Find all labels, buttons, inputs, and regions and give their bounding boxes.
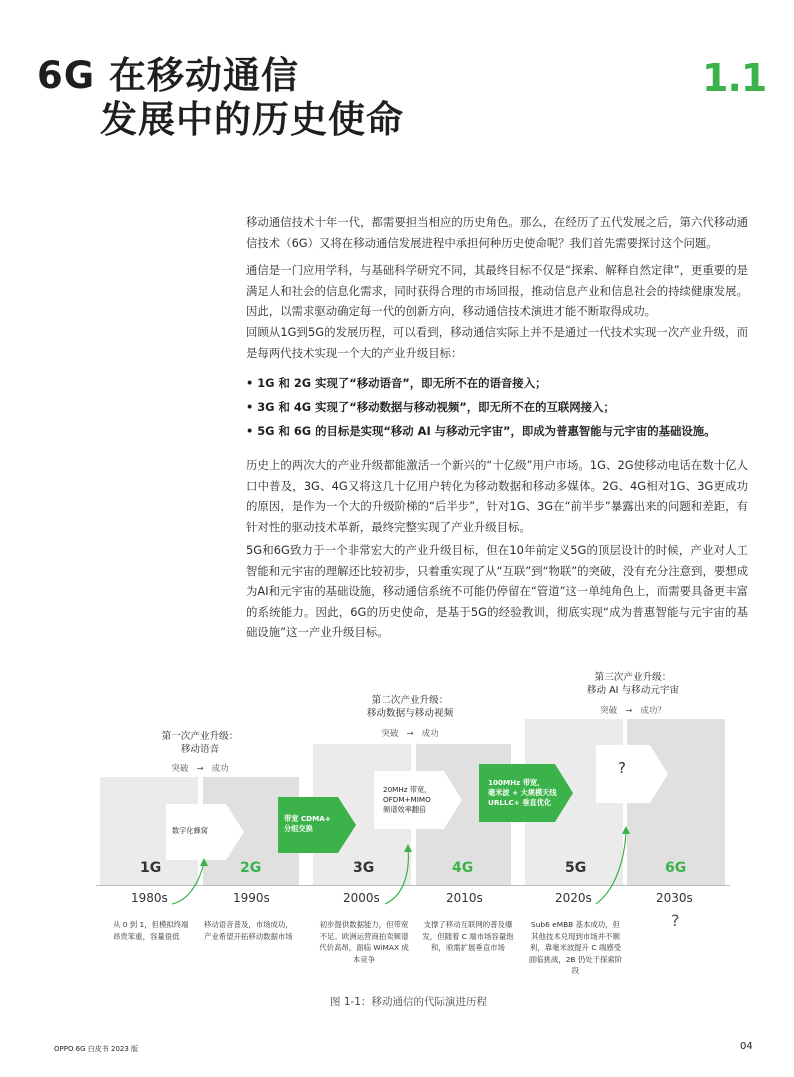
note-4g <box>418 919 518 954</box>
chevron-1-text: 数字化蜂窝 <box>172 826 208 835</box>
stage-1-to: 成功 <box>211 764 229 774</box>
figure-caption: 图 1-1：移动通信的代际演进历程 <box>330 996 487 1008</box>
stage-2-arrow: → <box>406 729 414 739</box>
arrow-head-1 <box>200 858 208 866</box>
curve-arrow-1 <box>172 862 204 904</box>
gen-1g: 1G <box>140 860 162 876</box>
paragraph-mission: 5G和6G致力于一个非常宏大的产业升级目标，但在10年前定义5G的顶层设计的时候，产业对人工智能和元宇宙的理解还比较初步，只着重实现了从“互联”到“物联”的突破，没有充分注意到，要想成为AI和元宇宙的基础设施，移动通信系统不可能仍停留在“管道”这一单纯角色上，而需要具备更丰富的系统能力。因此，6G的历史使命，是基于5G的经验教训，彻底实现“成为普惠智能与元宇宙的基础设施”这一产业升级目标。 <box>246 543 749 639</box>
arrow-head-2 <box>404 844 412 852</box>
chevron-3-line1: 20MHz 带宽， <box>383 785 432 794</box>
chevron-4-line1: 100MHz 带宽， <box>488 778 545 787</box>
gen-4g: 4G <box>452 860 474 876</box>
arrow-head-3 <box>622 826 630 834</box>
note-3g-line4: 本竞争 <box>352 954 376 964</box>
note-3g-line1: 初步提供数据能力，但带宽 <box>319 920 409 929</box>
stage-1-title-line1: 第一次产业升级： <box>161 731 239 742</box>
note-1g <box>113 919 189 942</box>
bullet-5g-6g: • 5G 和 6G 的目标是实现“移动 AI 与移动元宇宙”，即成为普惠智能与元宇宙的基础设施。 <box>246 424 716 438</box>
title-line-2: 发展中的历史使命 <box>100 98 404 141</box>
note-3g-line3: 代价高昂，面临 WiMAX 成 <box>319 943 409 952</box>
stage-1-title-line2: 移动语音 <box>180 744 220 755</box>
gen-5g: 5G <box>565 860 587 876</box>
note-5g-line3: 利，靠毫米波提升 C 端感受 <box>529 943 622 952</box>
chevron-3-line2: OFDM+MIMO <box>383 795 431 804</box>
stage-2-title-line2: 移动数据与移动视频 <box>366 708 454 719</box>
stage-3-title-line2: 移动 AI 与移动元宇宙 <box>586 685 680 696</box>
year-2020s: 2020s <box>555 891 592 905</box>
note-5g <box>523 919 628 977</box>
year-2010s: 2010s <box>446 891 483 905</box>
stage-1-arrow: → <box>196 764 204 774</box>
stage-2-to: 成功 <box>421 729 439 739</box>
stage-3-from: 突破 <box>600 706 618 716</box>
note-1g-line2: 昂贵笨重，容量很低 <box>113 931 180 941</box>
note-5g-line2: 其他技术兑现到市场并不顺 <box>531 931 620 941</box>
chevron-4-line3: URLLC+ 垂直优化 <box>488 798 552 807</box>
chevron-4-line2: 毫米波 + 大规模天线 <box>488 788 557 797</box>
paragraph-history: 历史上的两次大的产业升级都能激活一个新兴的“十亿级”用户市场。1G、2G使移动电话在数十亿人口中普及，3G、4G又将这几十亿用户转化为移动数据和移动多媒体。2G、4G相对1G、3G更成功的原因，是作为一个大的升级阶梯的“后半步”，针对1G、3G在“前半步”暴露出来的问题和差距，有针对性的驱动技术革新，最终完整实现了产业升级目标。 <box>246 458 748 534</box>
note-5g-line5: 段 <box>571 966 580 975</box>
chevron-5-text: ? <box>618 759 626 777</box>
stage-3-arrow: → <box>625 706 633 716</box>
note-5g-line4: 面临挑战，2B 仍处于探索阶 <box>528 954 623 964</box>
note-2g-line2: 产业希望开拓移动数据市场 <box>204 931 293 941</box>
note-4g-line2: 发，但随着 C 端市场容量饱 <box>422 931 514 941</box>
gen-2g: 2G <box>240 860 262 876</box>
note-6g: ? <box>671 911 680 930</box>
note-3g <box>314 919 414 965</box>
stage-1-from: 突破 <box>171 764 189 774</box>
title-line-1: 6G 在移动通信 <box>37 54 299 97</box>
section-number: 1.1 <box>702 56 767 100</box>
chevron-2-line1: 带宽 CDMA+ <box>284 814 331 823</box>
note-1g-line1: 从 0 到 1，但模拟终端 <box>113 920 189 929</box>
year-2000s: 2000s <box>343 891 380 905</box>
note-4g-line3: 和，亟需扩展垂直市场 <box>431 943 505 952</box>
stage-3-to: 成功？ <box>640 706 666 716</box>
paragraph-intro: 移动通信技术十年一代，都需要担当相应的历史角色。那么，在经历了五代发展之后，第六代移动通信技术（6G）又将在移动通信发展进程中承担何种历史使命呢？我们首先需要探讨这个问题。 <box>246 215 748 250</box>
stage-2-title-line1: 第二次产业升级： <box>371 695 449 706</box>
curve-arrow-2 <box>385 848 408 904</box>
year-1980s: 1980s <box>131 891 168 905</box>
gen-6g: 6G <box>665 860 687 876</box>
note-3g-line2: 不足。欧洲运营商拍卖频谱 <box>319 931 409 941</box>
year-1990s: 1990s <box>233 891 270 905</box>
bullet-1g-2g: • 1G 和 2G 实现了“移动语音”，即无所不在的语音接入； <box>246 376 547 390</box>
note-2g <box>204 919 293 942</box>
paragraph-purpose: 通信是一门应用学科，与基础科学研究不同，其最终目标不仅是“探索、解释自然定律”，更重要的是满足人和社会的信息化需求，同时获得合理的市场回报，推动信息产业和信息社会的持续健康发展。因此，以需求驱动确定每一代的创新方向，移动通信技术演进才能不断取得成功。 <box>246 263 748 318</box>
footer-publication: OPPO 6G 白皮书 2023 版 <box>54 1045 139 1053</box>
gen-3g: 3G <box>353 860 375 876</box>
stage-2-from: 突破 <box>381 729 399 739</box>
note-4g-line1: 支撑了移动互联网的普及爆 <box>423 920 513 929</box>
note-5g-line1: Sub6 eMBB 基本成功，但 <box>531 920 620 929</box>
chevron-2-line2: 分组交换 <box>284 824 313 833</box>
paragraph-review: 回顾从1G到5G的发展历程，可以看到，移动通信实际上并不是通过一代技术实现一次产业升级，而是每两代技术实现一个大的产业升级目标： <box>246 325 748 360</box>
curve-arrow-3 <box>596 830 626 904</box>
chevron-3-line3: 频谱效率翻倍 <box>383 805 427 814</box>
note-2g-line1: 移动语音普及，市场成功， <box>204 920 293 929</box>
page-number: 04 <box>740 1041 753 1052</box>
year-2030s: 2030s <box>656 891 693 905</box>
stage-3-title-line1: 第三次产业升级： <box>594 672 672 683</box>
bullet-3g-4g: • 3G 和 4G 实现了“移动数据与移动视频”，即无所不在的互联网接入； <box>246 400 615 414</box>
